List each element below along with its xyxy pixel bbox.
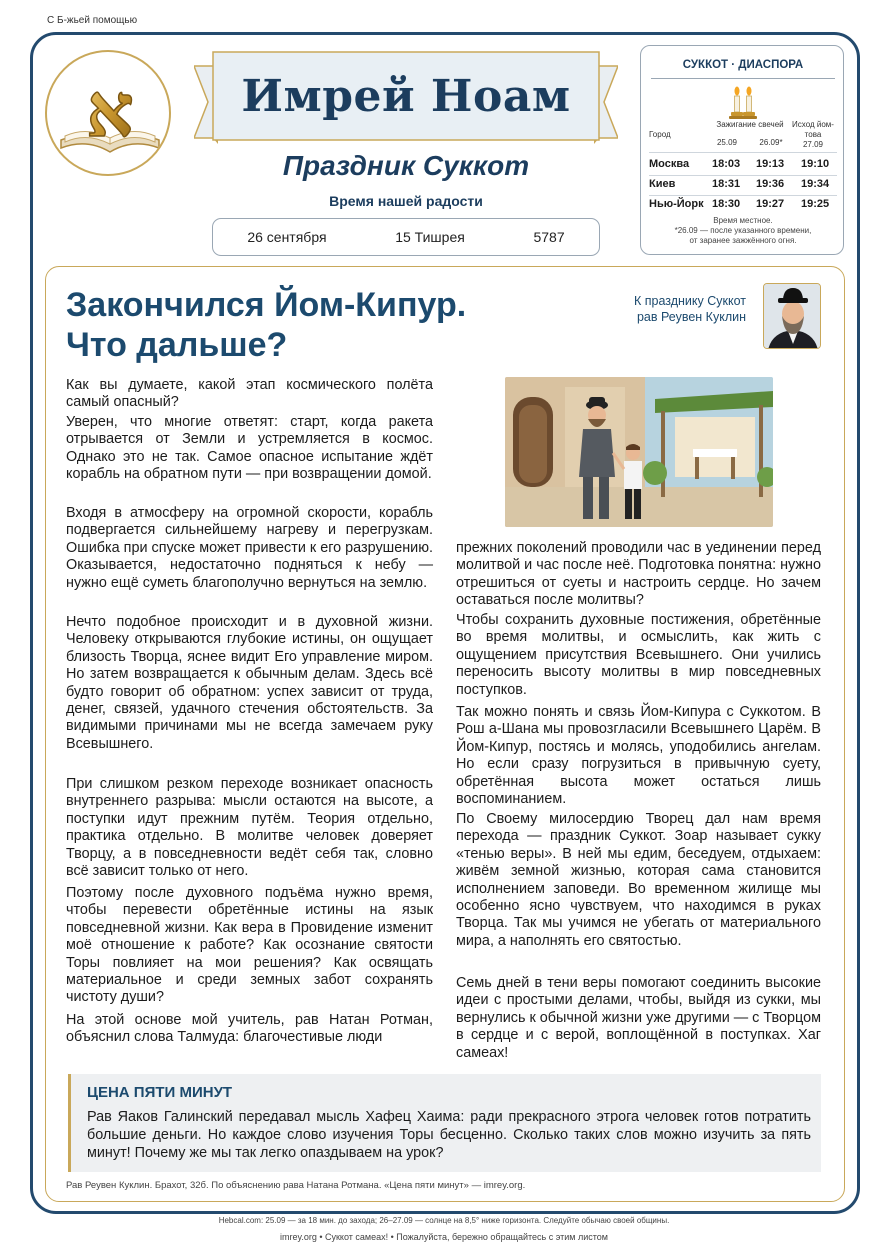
hebrew-year: 5787 bbox=[533, 229, 565, 245]
row-end: 19:25 bbox=[801, 198, 830, 210]
times-note: *26.09 — после указанного времени, bbox=[674, 226, 812, 235]
top-note: С Б-жьей помощью bbox=[47, 15, 138, 26]
issue-title: Праздник Суккот bbox=[282, 150, 530, 181]
paragraph: Нечто подобное происходит и в духовной жизни. Человеку открываются глубокие истины, он ощущает близость Творца, яснее видит Его управление миром. Но затем возвращается к обычным делам. Здесь всё будто говорит об обратном: успех зависит от труда, денег, связей, удачного стечения обстоятельств. За видимыми причинами мы не всегда замечаем руку Всевышнего. bbox=[66, 614, 433, 752]
col-candle-date1: 25.09 bbox=[716, 138, 738, 147]
candles-icon bbox=[729, 86, 757, 120]
times-row bbox=[649, 154, 837, 174]
five-minutes-box bbox=[68, 1074, 821, 1172]
issue-subtitle: Время нашей радости bbox=[329, 193, 483, 209]
paragraph: Семь дней в тени веры помогают соединить высокие идеи с простыми делами, чтобы, выйдя из сукки, мы вернулись к обычной жизни уже другими — с Творцом в сердце и с верой, воплощённой в поступках. Хаг самеах! bbox=[456, 975, 821, 1061]
footer-hebcal-note: Hebcal.com: 25.09 — за 18 мин. до захода; 26–27.09 — солнце на 8,5° ниже горизонта. Следуйте обычаю своей общины. bbox=[218, 1216, 670, 1225]
times-footnote bbox=[641, 216, 845, 246]
times-title: СУККОТ · ДИАСПОРА bbox=[682, 59, 804, 71]
times-row bbox=[649, 174, 837, 194]
times-row bbox=[649, 194, 837, 214]
row-candle2: 19:36 bbox=[756, 178, 785, 190]
article-headline bbox=[66, 285, 546, 365]
date-hebrew: 15 Тишрея bbox=[395, 229, 465, 245]
row-candle1: 18:03 bbox=[712, 158, 741, 170]
paragraph: По Своему милосердию Творец дал нам время перехода — праздник Суккот. Зоар называет сукку «тенью веры». В ней мы едим, беседуем, отдыхаем: живём земной жизнью, которая сама становится исполнением заповеди. Во временном жилище мы особенно ясно чувствуем, что находимся в руках Творца. Так мы учимся не убегать от материального мира, а наполнять его святостью. bbox=[456, 811, 821, 949]
candle-times-box bbox=[640, 45, 844, 255]
sukkah-illustration bbox=[505, 377, 773, 527]
row-candle1: 18:30 bbox=[712, 198, 741, 210]
footer-site-line: imrey.org • Суккот самеах! • Пожалуйста, бережно обращайтесь с этим листом bbox=[280, 1232, 608, 1242]
times-note: Время местное. bbox=[713, 216, 773, 225]
row-candle2: 19:13 bbox=[756, 158, 785, 170]
aleph-letter: א bbox=[86, 68, 134, 154]
col-end-date: 27.09 bbox=[802, 140, 824, 149]
row-end: 19:34 bbox=[801, 178, 830, 190]
author-name: рав Реувен Куклин bbox=[636, 310, 746, 324]
paragraph: Поэтому после духовного подъёма нужно время, чтобы перевести обретённые истины на язык повседневной жизни. Как вера в Провидение изменит моё отношение к работе? Как осознание святости Торы повлияет на мои решения? Как освящать материальное и среди земных забот сохранять чистоту души? bbox=[66, 885, 433, 1006]
paragraph: При слишком резком переходе возникает опасность внутреннего разрыва: мысли остаются на высоте, а поступки идут прежним путём. Теория отдельно, практика отдельно. В молитве человек доверяет Творцу, а в повседневности ведёт себя так, словно всё зависит только от него. bbox=[66, 776, 433, 880]
col-candle-date2: 26.09* bbox=[759, 138, 783, 147]
five-minutes-text: Рав Яаков Галинский передавал мысль Хафец Хаима: ради прекрасного этрога человек готов потратить большие деньги. Но каждое слово изучения Торы бесценно. Сколько таких слов можно изучить за пять минут! Почему же мы так легко опаздываем на урок? bbox=[87, 1109, 811, 1161]
author-caption-line: К празднику Суккот bbox=[633, 294, 746, 308]
row-divider bbox=[649, 152, 837, 153]
paragraph: Входя в атмосферу на огромной скорости, корабль подвергается сильнейшему нагреву и перегрузкам. Ошибка при спуске может привести к его разрушению. Оказывается, недостаточно подняться к небу — нужно ещё суметь благополучно вернуться на землю. bbox=[66, 505, 433, 591]
paragraph: прежних поколений проводили час в уединении перед молитвой и час после неё. Подготовка понятна: нужно отрешиться от суеты и настроить сердце. Но зачем оставаться после молитвы? bbox=[456, 540, 821, 609]
headline-line: Что дальше? bbox=[66, 326, 288, 364]
paragraph: На этой основе мой учитель, рав Натан Ротман, объяснил слова Талмуда: благочестивые люди bbox=[66, 1012, 433, 1046]
times-note: от заранее зажжённого огня. bbox=[689, 236, 797, 245]
sources-line: Рав Реувен Куклин. Брахот, 32б. По объяснению рава Натана Ротмана. «Цена пяти минут» — imrey.org. bbox=[66, 1180, 526, 1191]
col-candle-header: Зажигание свечей bbox=[716, 120, 784, 129]
paragraph: Чтобы сохранить духовные постижения, обретённые во время молитвы, и осмыслить, как жить с ощущением присутствия Всевышнего. Они учились переносить высоту молитвы в мир повседневных поступков. bbox=[456, 612, 821, 698]
row-end: 19:10 bbox=[801, 158, 830, 170]
paragraph: Так можно понять и связь Йом-Кипура с Суккотом. В Рош а-Шана мы провозгласили Всевышнего Царём. В Йом-Кипур, постясь и молясь, уподобились ангелам. Но если сразу погрузиться в привычную суету, обретённая высота может остаться лишь воспоминанием. bbox=[456, 704, 821, 808]
col-end-header: Исход йом-това bbox=[792, 120, 834, 139]
headline-line: Закончился Йом-Кипур. bbox=[66, 286, 467, 324]
five-minutes-title: ЦЕНА ПЯТИ МИНУТ bbox=[87, 1084, 233, 1101]
times-divider bbox=[651, 78, 835, 79]
row-city: Нью-Йорк bbox=[649, 198, 704, 210]
masthead-title: Имрей Ноам bbox=[241, 70, 571, 122]
date-box bbox=[212, 218, 600, 256]
author-portrait bbox=[763, 283, 821, 349]
author-caption bbox=[560, 293, 746, 325]
date-gregorian: 26 сентября bbox=[247, 229, 327, 245]
col-city-header: Город bbox=[649, 130, 671, 139]
aleph-book-logo bbox=[45, 50, 171, 176]
row-candle1: 18:31 bbox=[712, 178, 741, 190]
paragraph: Уверен, что многие ответят: старт, когда ракета отрывается от Земли и устремляется в космос. Однако это не так. Самое опасное испытание ждёт корабль на обратном пути — при возвращении домой. bbox=[66, 414, 433, 483]
row-candle2: 19:27 bbox=[756, 198, 785, 210]
row-city: Москва bbox=[649, 158, 690, 170]
row-city: Киев bbox=[649, 178, 676, 190]
paragraph: Как вы думаете, какой этап космического полёта самый опасный? bbox=[66, 377, 433, 411]
